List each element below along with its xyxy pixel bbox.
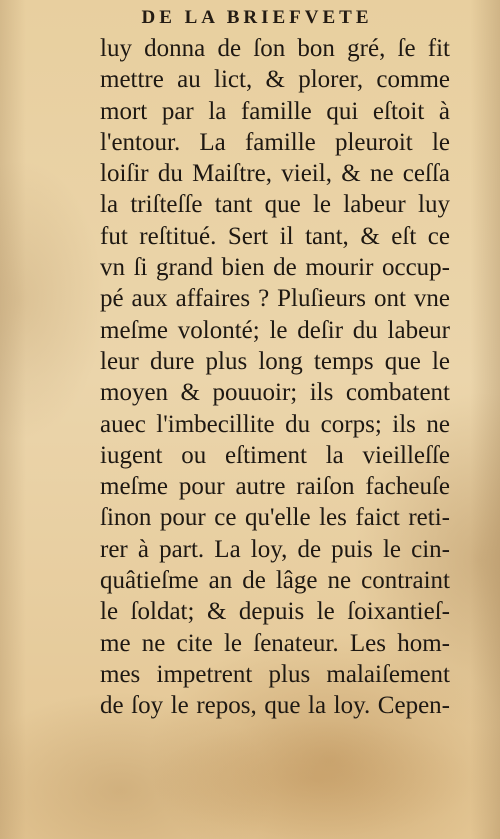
- text-line: mort par la famille qui eſtoit à: [100, 97, 450, 125]
- text-line: moyen & pouuoir; ils combatent: [100, 379, 450, 407]
- text-line: me ne cite le ſenateur. Les hom-: [100, 629, 450, 657]
- text-line: iugent ou eſtiment la vieilleſſe: [100, 441, 450, 469]
- paper-stain: [150, 720, 480, 839]
- text-line: de ſoy le repos, que la loy. Cepen-: [100, 692, 450, 720]
- text-line: luy donna de ſon bon gré, ſe fit: [100, 35, 450, 62]
- text-line: rer à part. La loy, de puis le cin-: [100, 535, 450, 563]
- text-line: mettre au lict, & plorer, comme: [100, 66, 450, 94]
- text-line: vn ſi grand bien de mourir occup-: [100, 254, 450, 282]
- running-head: DE LA BRIEFVETE: [141, 7, 373, 28]
- text-line: fut reſtitué. Sert il tant, & eſt ce: [100, 222, 450, 250]
- text-line: pé aux affaires ? Pluſieurs ont vne: [100, 285, 450, 313]
- text-line: meſme pour autre raiſon facheuſe: [100, 473, 450, 501]
- text-line: le ſoldat; & depuis le ſoixantieſ-: [100, 598, 450, 626]
- text-line: leur dure plus long temps que le: [100, 347, 450, 375]
- text-line: ſinon pour ce qu'elle les faict reti-: [100, 504, 450, 532]
- text-line: quâtieſme an de lâge ne contraint: [100, 567, 450, 595]
- text-line: l'entour. La famille pleuroit le: [100, 128, 450, 156]
- text-line: la triſteſſe tant que le labeur luy: [100, 191, 450, 219]
- text-line: meſme volonté; le deſir du labeur: [100, 316, 450, 344]
- text-line: auec l'imbecillite du corps; ils ne: [100, 410, 450, 438]
- text-line: mes impetrent plus malaiſement: [100, 660, 450, 688]
- text-line: loiſir du Maiſtre, vieil, & ne ceſſa: [100, 160, 450, 188]
- body-text: [100, 33, 450, 722]
